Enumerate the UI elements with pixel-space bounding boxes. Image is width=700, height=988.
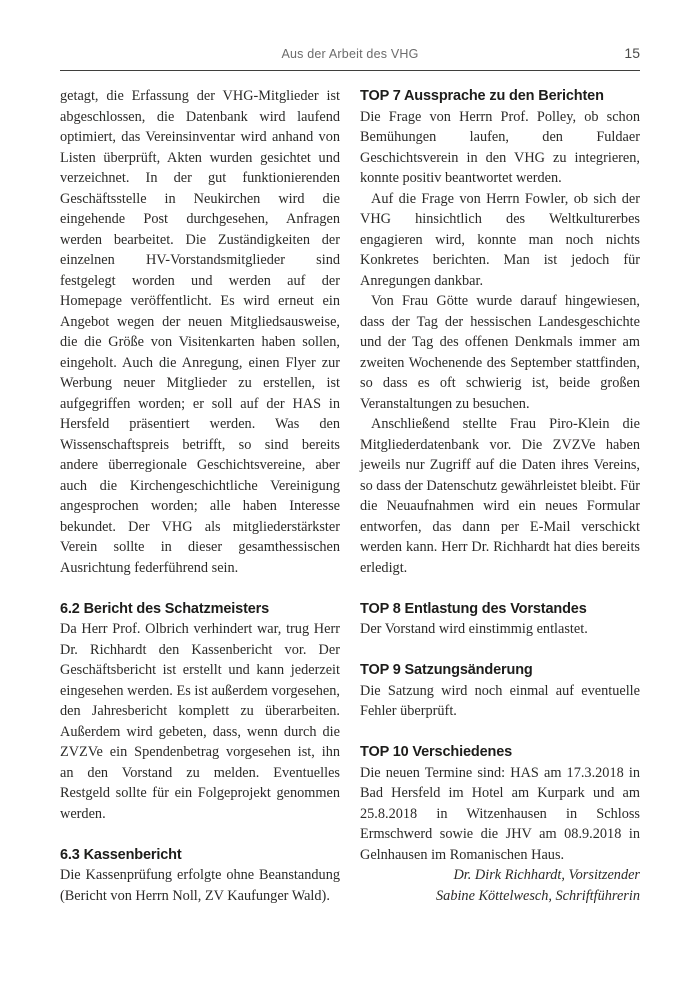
paragraph-top7-1: Die Frage von Herrn Prof. Polley, ob schon Bemühungen laufen, den Fuldaer Geschichtsverein in den VHG zu integrieren, konnte positiv beantwortet werden. [360,108,640,186]
signature-chairman: Dr. Dirk Richhardt, Vorsitzender [453,867,640,883]
paragraph-top9-1: Die Satzung wird noch einmal auf eventuelle Fehler überprüft. [360,682,640,719]
page-number: 15 [624,45,640,61]
paragraph-6-2: Da Herr Prof. Olbrich verhindert war, trug Herr Dr. Richhardt den Kassenbericht vor. Der Geschäftsbericht ist erstellt und kann jederzeit eingesehen werden. Es ist außerdem vorgesehen, den Jahresbericht komplett zu überarbeiten. Außerdem wird gebeten, dass, wenn durch die ZVZVe ein Spendenbetrag vorgesehen ist, ihn an den Vorstand zu melden. Eventuelles Restgeld sollte für ein Folgeprojekt genommen werden. [60,621,340,822]
page-body [60,86,640,906]
section-heading-top-9: TOP 9 Satzungsänderung [360,662,533,678]
running-header-title: Aus der Arbeit des VHG [281,47,419,61]
paragraph-top8-1: Der Vorstand wird einstimmig entlastet. [360,621,588,637]
paragraph-top10-1: Die neuen Termine sind: HAS am 17.3.2018 in Bad Hersfeld im Hotel am Kurpark und am 25.8.2018 in Witzenhausen in Schloss Ermschwerd sowie die JHV am 08.9.2018 in Gelnhausen im Romanischen Haus. [360,764,640,863]
signature-secretary: Sabine Köttelwesch, Schriftführerin [436,887,640,904]
section-heading-6-3: 6.3 Kassenbericht [60,846,182,863]
section-heading-top-7: TOP 7 Aussprache zu den Berichten [360,88,604,104]
section-heading-top-8: TOP 8 Entlastung des Vorstandes [360,600,587,617]
paragraph-6-3: Die Kassenprüfung erfolgte ohne Beanstandung (Bericht von Herrn Noll, ZV Kaufunger Wald). [60,867,340,904]
page-header [60,47,640,65]
paragraph-top7-3: Von Frau Götte wurde darauf hingewiesen, dass der Tag der hessischen Landesgeschichte und der Tag des offenen Denkmals immer am zweiten Wochenende des September stattfinden, so dass es oft schwierig ist, beide großen Veranstaltungen zu besuchen. [360,293,640,412]
paragraph-top7-2: Auf die Frage von Herrn Fowler, ob sich der VHG hinsichtlich des Weltkulturerbes engagieren wird, konnte man noch nichts Konkretes berichten. Man ist jedoch für Anregungen dankbar. [360,190,640,289]
section-heading-6-2: 6.2 Bericht des Schatzmeisters [60,600,270,617]
paragraph-continuation: getagt, die Erfassung der VHG-Mitglieder ist abgeschlossen, die Datenbank wird laufend optimiert, das Vereinsinventar wird anhand von Listen überprüft, Akten wurden gesichtet und verzeichnet. In der gut funktionierenden Geschäftsstelle in Neukirchen wird die eingehende Post durchgesehen, Anfragen werden bearbeitet. Die Zuständigkeiten der einzelnen HV-Vorstandsmitglieder sind festgelegt worden und werden auf der Homepage veröffentlicht. Es wird erneut ein Angebot wegen der neuen Mitgliedsausweise, die die Größe von Visitenkarten haben sollen, eingeholt. Auch die Anregung, einen Flyer zur Werbung neuer Mitglieder zu erstellen, ist aufgegriffen worden; er soll auf der HAS in Hersfeld präsentiert werden. Was den Wissenschaftspreis betrifft, so sind bereits andere überregionale Geschichtsvereine, aber auch die Kirchengeschichtliche Vereinigung angesprochen worden; alle haben Interesse bekundet. Der VHG als mitgliederstärkster Verein sollte in dieser gesamthessischen Ausrichtung federführend sein. [60,88,340,576]
right-column [360,86,640,906]
section-heading-top-10: TOP 10 Verschiedenes [360,744,513,760]
header-rule [60,70,640,71]
paragraph-top7-4: Anschließend stellte Frau Piro-Klein die Mitgliederdatenbank vor. Die ZVZVe haben jeweils nur Zugriff auf die Daten ihres Vereins, so dass der Datenschutz gewährleistet bleibt. Für die Neuaufnahmen wird ein neues Formular entworfen, das dann per E-Mail verschickt werden kann. Herr Dr. Richhardt hat dies bereits erledigt. [360,416,640,576]
left-column [60,86,340,906]
